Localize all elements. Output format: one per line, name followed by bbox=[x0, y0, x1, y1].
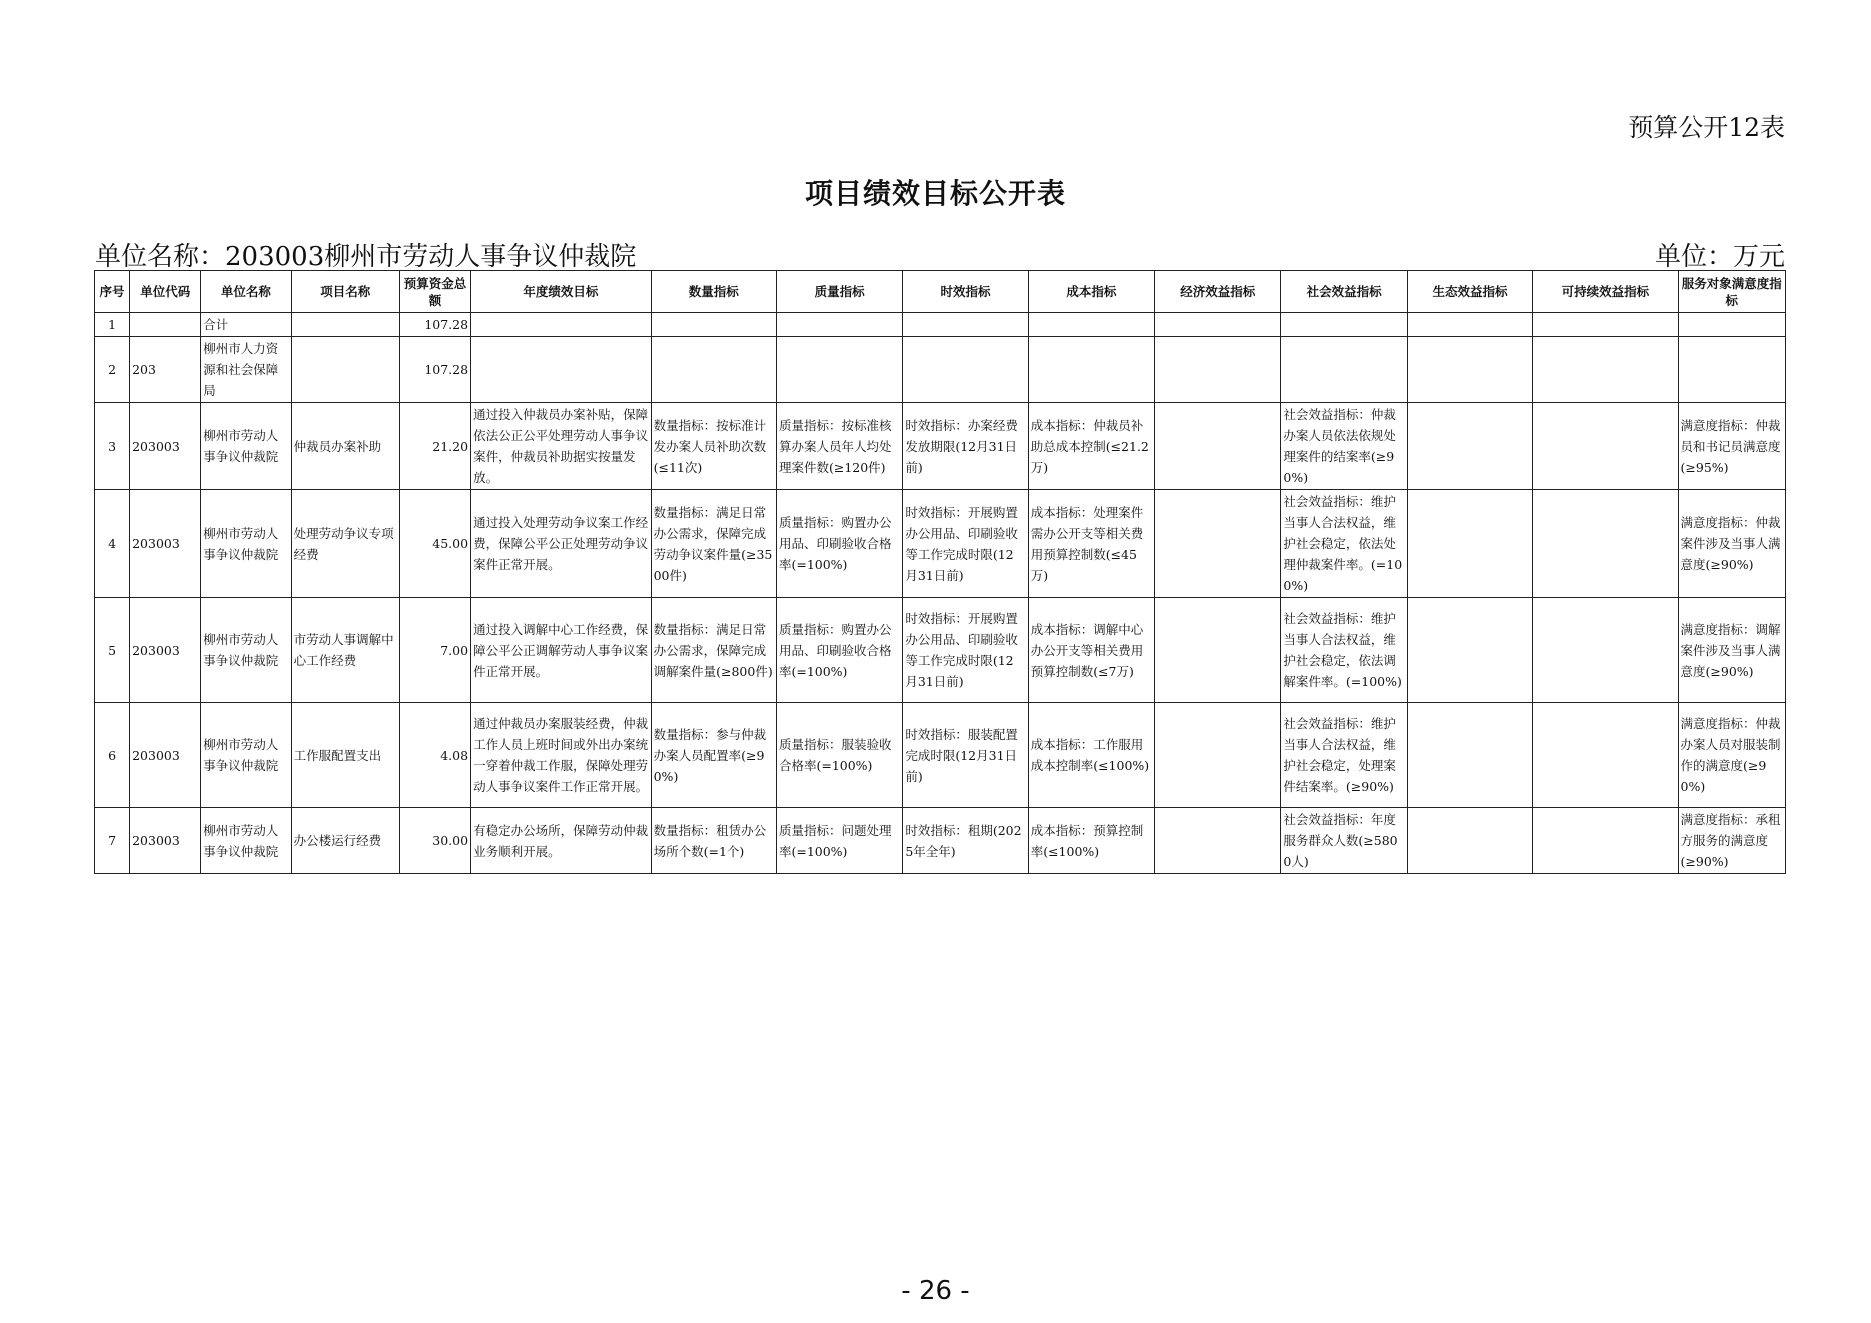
cell-quality: 质量指标：按标准核算办案人员年人均处理案件数(≥120件) bbox=[776, 403, 902, 490]
header-unit-code: 单位代码 bbox=[130, 271, 201, 313]
cell-unit-name: 合计 bbox=[201, 313, 291, 337]
table-row bbox=[95, 703, 1786, 808]
cell-cost: 成本指标：预算控制率(≤100%) bbox=[1028, 808, 1154, 874]
cell-sustainable bbox=[1533, 490, 1678, 598]
cell-social: 社会效益指标：仲裁办案人员依法依规处理案件的结案率(≥90%) bbox=[1281, 403, 1407, 490]
cell-annual-goal: 有稳定办公场所，保障劳动仲裁业务顺利开展。 bbox=[471, 808, 652, 874]
cell-economic bbox=[1155, 703, 1281, 808]
cell-quality: 质量指标：问题处理率(=100%) bbox=[776, 808, 902, 874]
header-unit-name: 单位名称 bbox=[201, 271, 291, 313]
table-row bbox=[95, 598, 1786, 703]
cell-ecological bbox=[1407, 490, 1532, 598]
cell-project-name bbox=[291, 313, 399, 337]
header-project-name: 项目名称 bbox=[291, 271, 399, 313]
cell-cost: 成本指标：调解中心办公开支等相关费用预算控制数(≤7万) bbox=[1028, 598, 1154, 703]
cell-satisfaction: 满意度指标：仲裁办案人员对服装制作的满意度(≥90%) bbox=[1678, 703, 1785, 808]
cell-satisfaction bbox=[1678, 337, 1785, 403]
header-quality-indicator: 质量指标 bbox=[776, 271, 902, 313]
cell-project-name: 处理劳动争议专项经费 bbox=[291, 490, 399, 598]
cell-sustainable bbox=[1533, 598, 1678, 703]
cell-project-name: 市劳动人事调解中心工作经费 bbox=[291, 598, 399, 703]
cell-sustainable bbox=[1533, 808, 1678, 874]
cell-quality bbox=[776, 337, 902, 403]
cell-satisfaction: 满意度指标：仲裁员和书记员满意度(≥95%) bbox=[1678, 403, 1785, 490]
cell-unit-code: 203003 bbox=[130, 703, 201, 808]
table-row bbox=[95, 808, 1786, 874]
cell-budget-amount: 107.28 bbox=[399, 313, 470, 337]
cell-budget-amount: 107.28 bbox=[399, 337, 470, 403]
cell-seq: 5 bbox=[95, 598, 130, 703]
cell-budget-amount: 45.00 bbox=[399, 490, 470, 598]
cell-unit-name: 柳州市劳动人事争议仲裁院 bbox=[201, 598, 291, 703]
cell-cost bbox=[1028, 337, 1154, 403]
cell-annual-goal: 通过投入仲裁员办案补贴，保障依法公正公平处理劳动人事争议案件，仲裁员补助据实按量发放。 bbox=[471, 403, 652, 490]
cell-quality: 质量指标：服装验收合格率(=100%) bbox=[776, 703, 902, 808]
header-cost-indicator: 成本指标 bbox=[1028, 271, 1154, 313]
cell-economic bbox=[1155, 598, 1281, 703]
cell-social: 社会效益指标：维护当事人合法权益，维护社会稳定，依法处理仲裁案件率。(=100%) bbox=[1281, 490, 1407, 598]
performance-target-table bbox=[94, 270, 1786, 874]
cell-unit-code: 203003 bbox=[130, 490, 201, 598]
cell-social: 社会效益指标：维护当事人合法权益，维护社会稳定，依法调解案件率。(=100%) bbox=[1281, 598, 1407, 703]
table-row bbox=[95, 403, 1786, 490]
cell-timeliness: 时效指标：服装配置完成时限(12月31日前) bbox=[903, 703, 1028, 808]
header-sustainable-indicator: 可持续效益指标 bbox=[1533, 271, 1678, 313]
cell-cost: 成本指标：仲裁员补助总成本控制(≤21.2万) bbox=[1028, 403, 1154, 490]
cell-budget-amount: 30.00 bbox=[399, 808, 470, 874]
header-ecological-indicator: 生态效益指标 bbox=[1407, 271, 1532, 313]
cell-quality bbox=[776, 313, 902, 337]
cell-ecological bbox=[1407, 313, 1532, 337]
currency-unit-label: 单位：万元 bbox=[1654, 242, 1785, 272]
cell-timeliness: 时效指标：开展购置办公用品、印刷验收等工作完成时限(12月31日前) bbox=[903, 598, 1028, 703]
cell-seq: 6 bbox=[95, 703, 130, 808]
cell-social: 社会效益指标：年度服务群众人数(≥5800人) bbox=[1281, 808, 1407, 874]
cell-cost bbox=[1028, 313, 1154, 337]
unit-name-label: 单位名称：203003柳州市劳动人事争议仲裁院 bbox=[95, 242, 637, 272]
cell-seq: 7 bbox=[95, 808, 130, 874]
cell-project-name: 办公楼运行经费 bbox=[291, 808, 399, 874]
document-title: 项目绩效目标公开表 bbox=[804, 177, 1066, 210]
cell-annual-goal: 通过投入调解中心工作经费，保障公平公正调解劳动人事争议案件正常开展。 bbox=[471, 598, 652, 703]
cell-quality: 质量指标：购置办公用品、印刷验收合格率(=100%) bbox=[776, 490, 902, 598]
page-number: - 26 - bbox=[901, 1276, 970, 1306]
cell-project-name bbox=[291, 337, 399, 403]
cell-unit-code: 203003 bbox=[130, 403, 201, 490]
cell-unit-name: 柳州市劳动人事争议仲裁院 bbox=[201, 403, 291, 490]
cell-quantity: 数量指标：满足日常办公需求，保障完成调解案件量(≥800件) bbox=[651, 598, 776, 703]
cell-cost: 成本指标：处理案件需办公开支等相关费用预算控制数(≤45万) bbox=[1028, 490, 1154, 598]
cell-economic bbox=[1155, 337, 1281, 403]
cell-satisfaction bbox=[1678, 313, 1785, 337]
table-row bbox=[95, 490, 1786, 598]
cell-ecological bbox=[1407, 598, 1532, 703]
cell-annual-goal: 通过投入处理劳动争议案工作经费，保障公平公正处理劳动争议案件正常开展。 bbox=[471, 490, 652, 598]
cell-timeliness: 时效指标：开展购置办公用品、印刷验收等工作完成时限(12月31日前) bbox=[903, 490, 1028, 598]
cell-seq: 3 bbox=[95, 403, 130, 490]
cell-sustainable bbox=[1533, 703, 1678, 808]
header-economic-indicator: 经济效益指标 bbox=[1155, 271, 1281, 313]
cell-budget-amount: 4.08 bbox=[399, 703, 470, 808]
cell-quantity: 数量指标：参与仲裁办案人员配置率(≥90%) bbox=[651, 703, 776, 808]
cell-budget-amount: 21.20 bbox=[399, 403, 470, 490]
cell-unit-name: 柳州市劳动人事争议仲裁院 bbox=[201, 808, 291, 874]
cell-social bbox=[1281, 313, 1407, 337]
cell-timeliness bbox=[903, 337, 1028, 403]
cell-sustainable bbox=[1533, 337, 1678, 403]
header-budget-amount: 预算资金总额 bbox=[399, 271, 470, 313]
header-seq: 序号 bbox=[95, 271, 130, 313]
header-social-indicator: 社会效益指标 bbox=[1281, 271, 1407, 313]
cell-budget-amount: 7.00 bbox=[399, 598, 470, 703]
cell-quantity: 数量指标：租赁办公场所个数(=1个) bbox=[651, 808, 776, 874]
cell-timeliness: 时效指标：租期(2025年全年) bbox=[903, 808, 1028, 874]
cell-seq: 2 bbox=[95, 337, 130, 403]
cell-social: 社会效益指标：维护当事人合法权益，维护社会稳定，处理案件结案率。(≥90%) bbox=[1281, 703, 1407, 808]
table-header-row bbox=[95, 271, 1786, 313]
cell-unit-name: 柳州市劳动人事争议仲裁院 bbox=[201, 703, 291, 808]
cell-ecological bbox=[1407, 403, 1532, 490]
cell-unit-code bbox=[130, 313, 201, 337]
table-row bbox=[95, 337, 1786, 403]
cell-quantity: 数量指标：按标准计发办案人员补助次数(≤11次) bbox=[651, 403, 776, 490]
cell-annual-goal bbox=[471, 337, 652, 403]
cell-ecological bbox=[1407, 337, 1532, 403]
cell-quantity bbox=[651, 337, 776, 403]
cell-project-name: 仲裁员办案补助 bbox=[291, 403, 399, 490]
cell-unit-name: 柳州市人力资源和社会保障局 bbox=[201, 337, 291, 403]
cell-timeliness bbox=[903, 313, 1028, 337]
cell-quality: 质量指标：购置办公用品、印刷验收合格率(=100%) bbox=[776, 598, 902, 703]
cell-unit-name: 柳州市劳动人事争议仲裁院 bbox=[201, 490, 291, 598]
cell-unit-code: 203003 bbox=[130, 598, 201, 703]
cell-cost: 成本指标：工作服用成本控制率(≤100%) bbox=[1028, 703, 1154, 808]
header-satisfaction-indicator: 服务对象满意度指标 bbox=[1678, 271, 1785, 313]
cell-economic bbox=[1155, 808, 1281, 874]
header-annual-goal: 年度绩效目标 bbox=[471, 271, 652, 313]
cell-seq: 4 bbox=[95, 490, 130, 598]
table-row bbox=[95, 313, 1786, 337]
cell-unit-code: 203 bbox=[130, 337, 201, 403]
cell-satisfaction: 满意度指标：承租方服务的满意度(≥90%) bbox=[1678, 808, 1785, 874]
header-timeliness-indicator: 时效指标 bbox=[903, 271, 1028, 313]
cell-annual-goal: 通过仲裁员办案服装经费，仲裁工作人员上班时间或外出办案统一穿着仲裁工作服，保障处理劳动人事争议案件工作正常开展。 bbox=[471, 703, 652, 808]
header-quantity-indicator: 数量指标 bbox=[651, 271, 776, 313]
table-number-label: 预算公开12表 bbox=[1628, 113, 1785, 142]
cell-ecological bbox=[1407, 703, 1532, 808]
cell-economic bbox=[1155, 490, 1281, 598]
cell-seq: 1 bbox=[95, 313, 130, 337]
cell-satisfaction: 满意度指标：仲裁案件涉及当事人满意度(≥90%) bbox=[1678, 490, 1785, 598]
cell-sustainable bbox=[1533, 403, 1678, 490]
cell-satisfaction: 满意度指标：调解案件涉及当事人满意度(≥90%) bbox=[1678, 598, 1785, 703]
cell-sustainable bbox=[1533, 313, 1678, 337]
cell-ecological bbox=[1407, 808, 1532, 874]
cell-economic bbox=[1155, 313, 1281, 337]
cell-project-name: 工作服配置支出 bbox=[291, 703, 399, 808]
cell-quantity bbox=[651, 313, 776, 337]
cell-timeliness: 时效指标：办案经费发放期限(12月31日前) bbox=[903, 403, 1028, 490]
cell-quantity: 数量指标：满足日常办公需求，保障完成劳动争议案件量(≥3500件) bbox=[651, 490, 776, 598]
cell-unit-code: 203003 bbox=[130, 808, 201, 874]
cell-economic bbox=[1155, 403, 1281, 490]
cell-social bbox=[1281, 337, 1407, 403]
cell-annual-goal bbox=[471, 313, 652, 337]
